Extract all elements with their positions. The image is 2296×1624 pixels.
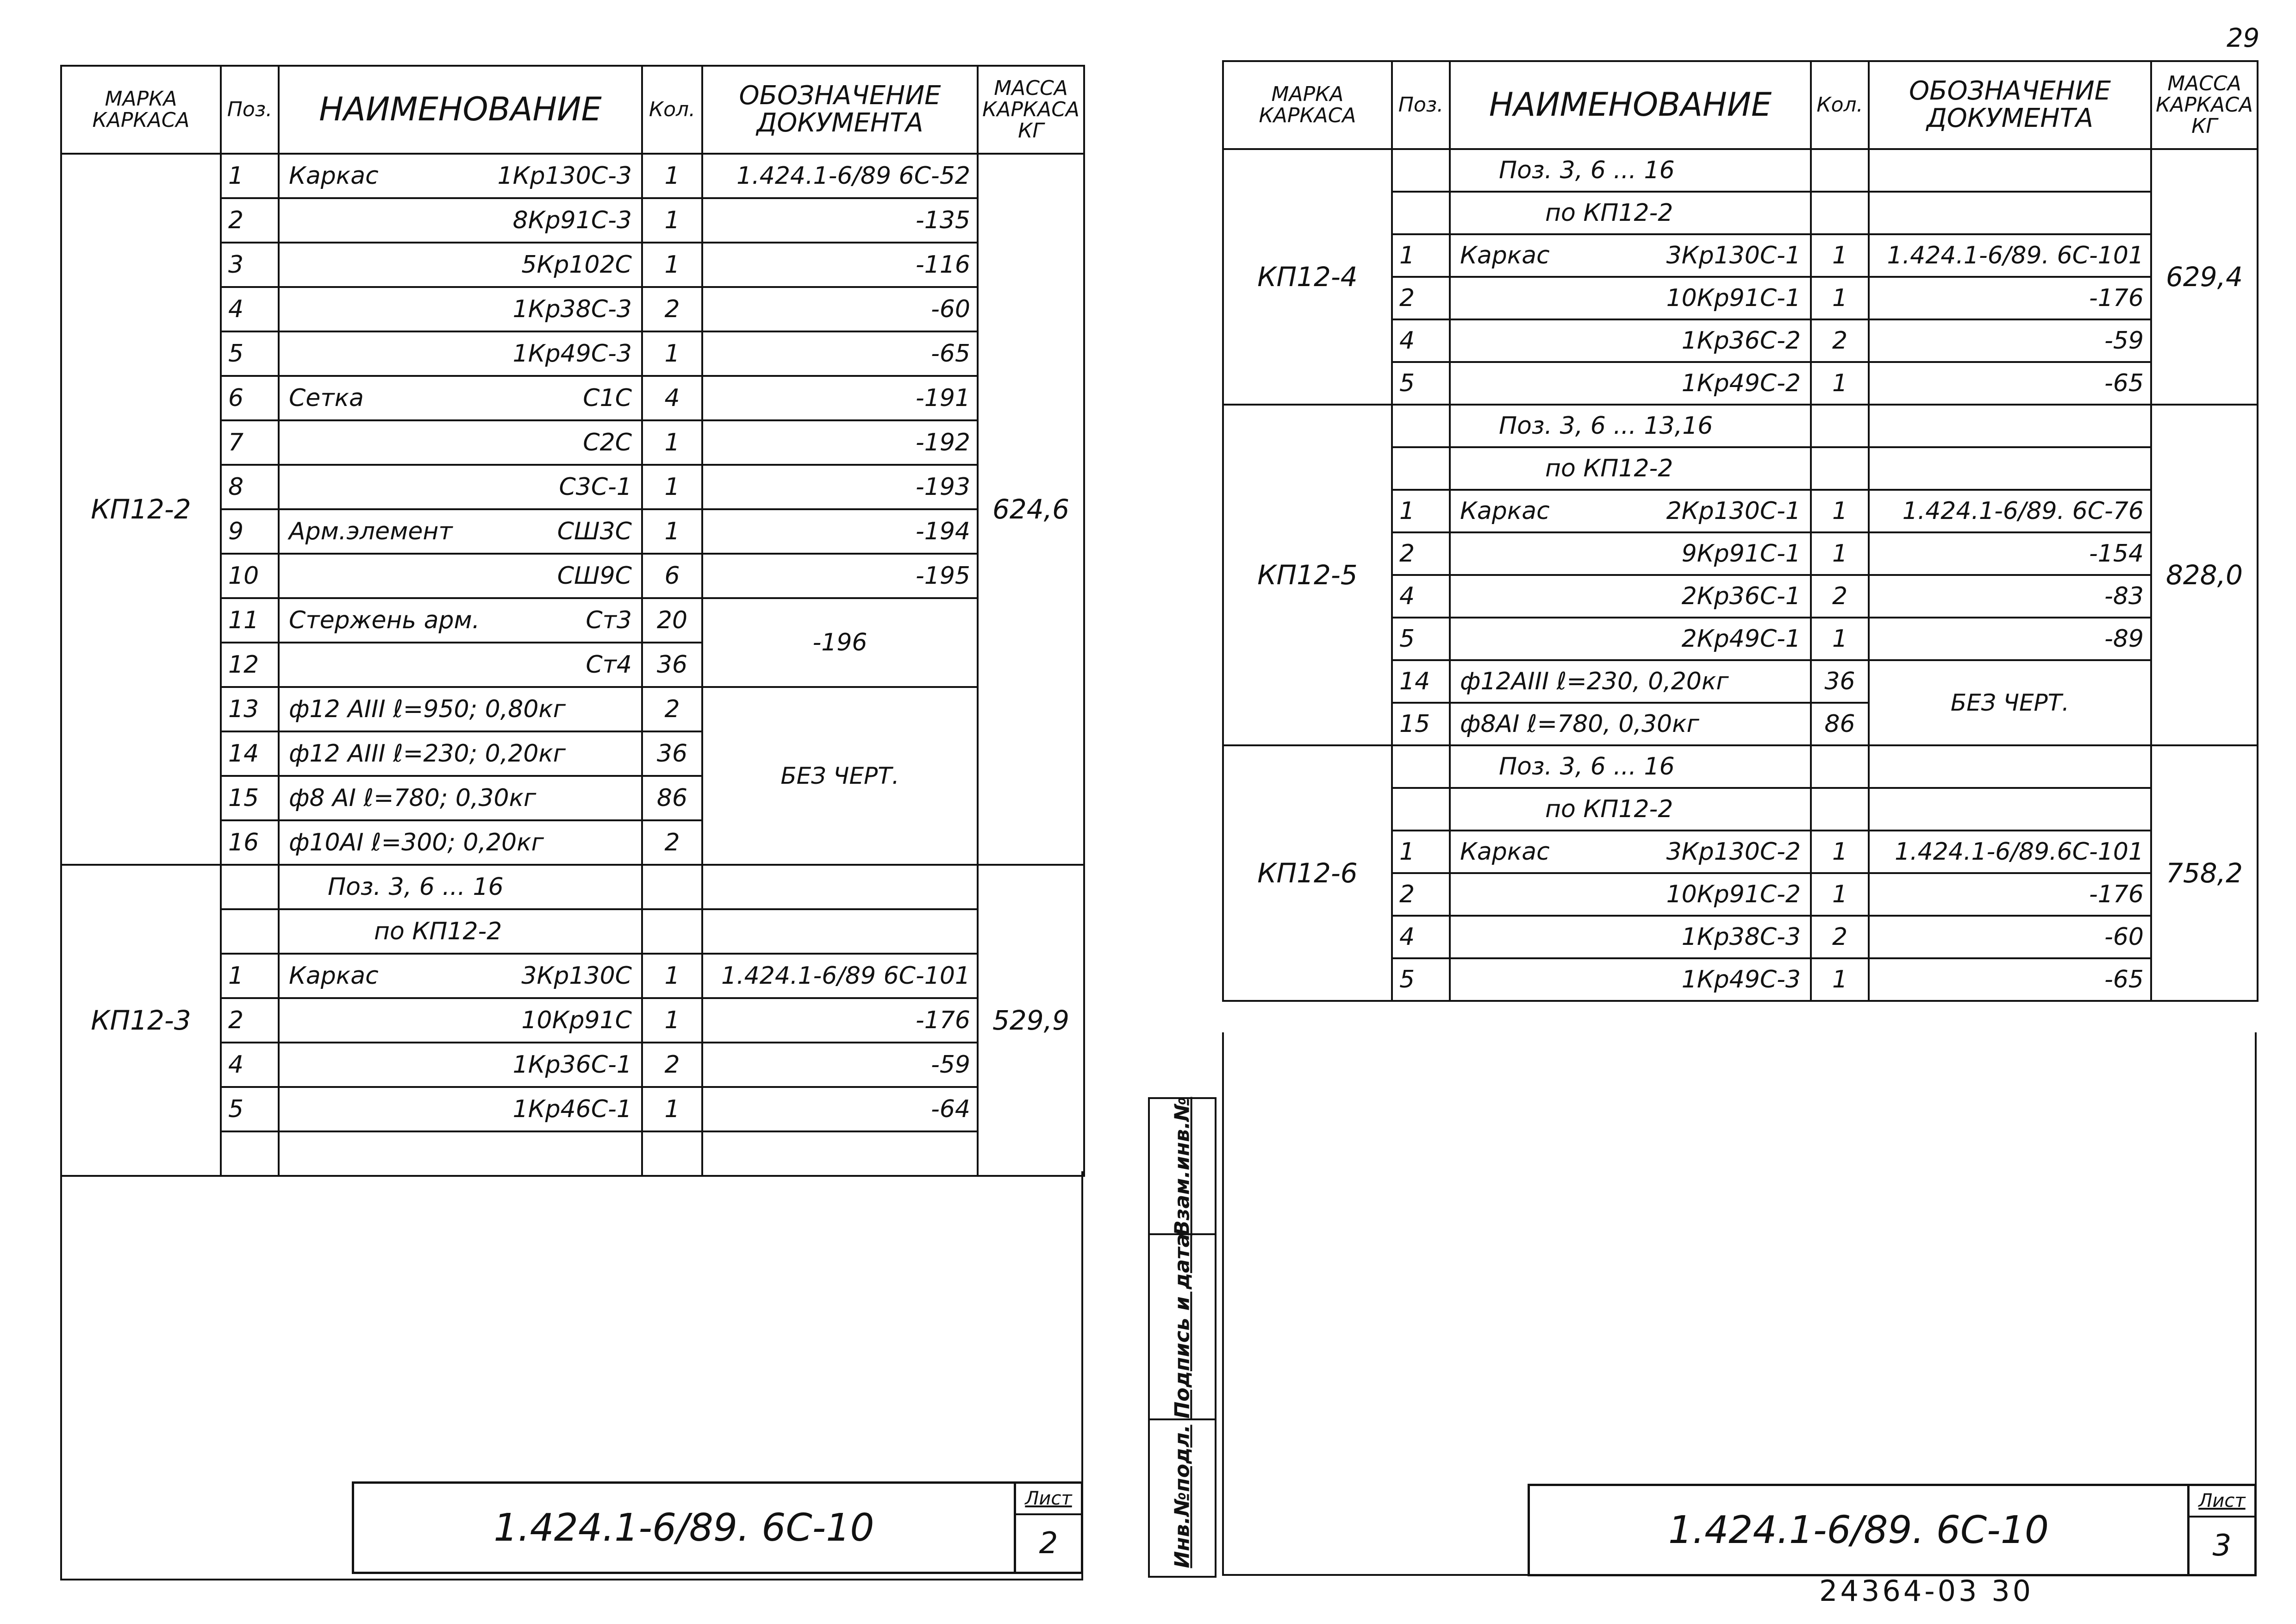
doc-cell: -116	[702, 243, 978, 287]
header-mark: МАРКА КАРКАСА	[1223, 61, 1392, 149]
item-name-cell	[1450, 958, 1811, 1001]
doc-cell: -176	[1869, 873, 2151, 916]
doc-cell	[702, 865, 978, 909]
item-name-cell	[1450, 703, 1811, 745]
right-sheet-number: 3	[2212, 1529, 2232, 1563]
doc-cell: -194	[702, 509, 978, 554]
frame-mark: КП12-4	[1223, 149, 1392, 405]
header-qty: Кол.	[642, 66, 702, 154]
side-segment-replacement: Взам.инв.№	[1150, 1099, 1215, 1235]
item-type: Каркас	[1460, 242, 1550, 269]
doc-cell: 1.424.1-6/89.6С-101	[1869, 831, 2151, 873]
qty-cell: 1	[642, 243, 702, 287]
header-name: НАИМЕНОВАНИЕ	[279, 66, 642, 154]
pos-cell: 1	[1392, 234, 1450, 277]
item-name-cell	[279, 465, 642, 509]
qty-cell: 36	[642, 643, 702, 687]
item-name-cell	[279, 954, 642, 998]
header-name: НАИМЕНОВАНИЕ	[1450, 61, 1811, 149]
pos-cell: 5	[1392, 618, 1450, 660]
doc-cell: -191	[702, 376, 978, 420]
qty-cell	[1811, 192, 1869, 234]
pos-cell: 14	[221, 731, 279, 776]
qty-cell: 1	[1811, 618, 1869, 660]
reference-text	[1450, 745, 1811, 788]
reference-text	[1450, 192, 1811, 234]
item-name-cell	[279, 1131, 642, 1176]
doc-cell: 1.424.1-6/89 6С-52	[702, 154, 978, 198]
qty-cell: 1	[1811, 532, 1869, 575]
doc-cell: -65	[702, 331, 978, 376]
item-name-cell	[1450, 618, 1811, 660]
reference-source: по КП12-2	[1545, 199, 1673, 227]
pos-cell: 16	[221, 820, 279, 865]
item-name-cell	[279, 731, 642, 776]
item-designation: 5Кр102С	[521, 251, 632, 279]
item-designation: 1Кр130С-3	[497, 162, 632, 190]
left-sheet-number: 2	[1039, 1526, 1058, 1561]
right-sheet-label: Лист	[2190, 1486, 2254, 1518]
pos-cell: 4	[221, 1043, 279, 1087]
left-spec-table	[60, 65, 1085, 1177]
qty-cell: 1	[642, 331, 702, 376]
table-row	[61, 154, 1084, 198]
qty-cell: 1	[1811, 958, 1869, 1001]
pos-cell: 9	[221, 509, 279, 554]
item-designation: 10Кр91С-2	[1666, 881, 1801, 908]
left-sheet-box	[1014, 1484, 1081, 1572]
pos-cell: 6	[221, 376, 279, 420]
item-name-cell	[279, 420, 642, 465]
pos-cell	[1392, 788, 1450, 831]
pos-cell: 4	[1392, 575, 1450, 618]
pos-cell: 5	[221, 331, 279, 376]
reference-positions: Поз. 3, 6 ... 16	[1499, 753, 1675, 781]
doc-cell	[1869, 192, 2151, 234]
item-type: Каркас	[1460, 838, 1550, 866]
qty-cell: 36	[1811, 660, 1869, 703]
qty-cell: 1	[1811, 277, 1869, 319]
doc-cell	[1869, 149, 2151, 192]
frame-mark: КП12-5	[1223, 405, 1392, 745]
item-designation: С3С-1	[559, 473, 632, 501]
doc-cell	[1869, 405, 2151, 447]
qty-cell	[1811, 788, 1869, 831]
footer-archive-code: 24364-03 30	[1819, 1574, 2034, 1608]
doc-cell	[702, 1131, 978, 1176]
item-name-cell	[279, 554, 642, 598]
doc-cell: -135	[702, 198, 978, 243]
doc-cell	[702, 909, 978, 954]
item-type: Арм.элемент	[289, 518, 453, 545]
pos-cell: 2	[221, 998, 279, 1043]
header-doc: ОБОЗНАЧЕНИЕ ДОКУМЕНТА	[702, 66, 978, 154]
qty-cell: 2	[1811, 916, 1869, 958]
reference-source: по КП12-2	[374, 918, 502, 945]
doc-cell: -64	[702, 1087, 978, 1131]
qty-cell: 2	[642, 287, 702, 331]
qty-cell: 20	[642, 598, 702, 643]
doc-cell	[1869, 447, 2151, 490]
doc-cell: -60	[1869, 916, 2151, 958]
pos-cell: 2	[221, 198, 279, 243]
qty-cell: 1	[642, 954, 702, 998]
pos-cell: 1	[221, 954, 279, 998]
qty-cell: 1	[642, 420, 702, 465]
qty-cell: 1	[642, 1087, 702, 1131]
pos-cell: 12	[221, 643, 279, 687]
item-designation: 1Кр38С-3	[1681, 923, 1801, 951]
item-designation: СШ9С	[557, 562, 632, 590]
doc-cell-merged: -196	[702, 598, 978, 687]
item-designation: 1Кр36С-1	[512, 1051, 632, 1079]
qty-cell: 1	[642, 509, 702, 554]
item-designation: 3Кр130С	[521, 962, 632, 990]
page-number: 29	[2227, 23, 2260, 53]
item-designation: Ст3	[586, 606, 632, 634]
item-name-cell	[1450, 234, 1811, 277]
doc-cell: -192	[702, 420, 978, 465]
qty-cell: 86	[642, 776, 702, 820]
pos-cell	[221, 865, 279, 909]
item-name-cell	[279, 154, 642, 198]
item-type: ф10АI ℓ=300; 0,20кг	[289, 829, 544, 856]
frame-mass: 529,9	[978, 865, 1084, 1176]
qty-cell	[1811, 745, 1869, 788]
right-sheet-box	[2187, 1486, 2254, 1574]
pos-cell: 4	[221, 287, 279, 331]
pos-cell: 4	[1392, 319, 1450, 362]
item-name-cell	[279, 776, 642, 820]
item-name-cell	[279, 198, 642, 243]
left-title-block	[352, 1481, 1083, 1574]
item-name-cell	[279, 687, 642, 731]
doc-cell: -89	[1869, 618, 2151, 660]
item-name-cell	[1450, 532, 1811, 575]
item-designation: СШ3С	[557, 518, 632, 545]
qty-cell: 1	[642, 198, 702, 243]
qty-cell: 2	[1811, 319, 1869, 362]
item-designation: 1Кр46С-1	[512, 1095, 632, 1123]
doc-cell: 1.424.1-6/89. 6С-76	[1869, 490, 2151, 532]
qty-cell: 1	[642, 154, 702, 198]
header-mark: МАРКА КАРКАСА	[61, 66, 221, 154]
item-designation: 2Кр36С-1	[1681, 582, 1801, 610]
pos-cell: 7	[221, 420, 279, 465]
item-designation: 9Кр91С-1	[1681, 540, 1801, 568]
item-designation: 10Кр91С-1	[1666, 284, 1801, 312]
doc-cell: -60	[702, 287, 978, 331]
header-pos: Поз.	[1392, 61, 1450, 149]
approval-side-strip	[1148, 1097, 1217, 1578]
item-designation: С2С	[583, 429, 632, 456]
pos-cell: 1	[1392, 490, 1450, 532]
pos-cell: 5	[221, 1087, 279, 1131]
doc-cell	[1869, 745, 2151, 788]
doc-cell: -154	[1869, 532, 2151, 575]
reference-source: по КП12-2	[1545, 795, 1673, 823]
header-pos: Поз.	[221, 66, 279, 154]
qty-cell: 4	[642, 376, 702, 420]
qty-cell	[642, 865, 702, 909]
left-sheet-label: Лист	[1016, 1484, 1081, 1515]
qty-cell	[1811, 149, 1869, 192]
item-name-cell	[1450, 575, 1811, 618]
pos-cell: 1	[1392, 831, 1450, 873]
no-drawing-note: БЕЗ ЧЕРТ.	[1869, 660, 2151, 745]
pos-cell	[1392, 149, 1450, 192]
doc-cell: -65	[1869, 958, 2151, 1001]
item-name-cell	[279, 331, 642, 376]
reference-text	[1450, 447, 1811, 490]
pos-cell: 11	[221, 598, 279, 643]
pos-cell	[221, 909, 279, 954]
item-designation: 1Кр49С-3	[512, 340, 632, 368]
item-type: Стержень арм.	[289, 606, 480, 634]
item-name-cell	[279, 1043, 642, 1087]
pos-cell: 2	[1392, 277, 1450, 319]
qty-cell	[642, 1131, 702, 1176]
reference-positions: Поз. 3, 6 ... 16	[1499, 156, 1675, 184]
item-designation: 1Кр49С-3	[1681, 966, 1801, 993]
reference-row	[1223, 149, 2258, 192]
reference-text	[1450, 788, 1811, 831]
item-name-cell	[1450, 873, 1811, 916]
doc-cell: -193	[702, 465, 978, 509]
reference-row	[1223, 405, 2258, 447]
qty-cell: 36	[642, 731, 702, 776]
item-name-cell	[279, 820, 642, 865]
item-designation: 2Кр49С-1	[1681, 625, 1801, 653]
item-type: ф12АIII ℓ=230, 0,20кг	[1460, 668, 1729, 695]
item-type: Сетка	[289, 384, 364, 412]
item-name-cell	[1450, 916, 1811, 958]
qty-cell: 2	[642, 820, 702, 865]
item-designation: 2Кр130С-1	[1666, 497, 1801, 525]
doc-cell: -59	[702, 1043, 978, 1087]
item-name-cell	[279, 243, 642, 287]
item-name-cell	[1450, 319, 1811, 362]
frame-mark: КП12-2	[61, 154, 221, 865]
qty-cell: 2	[642, 1043, 702, 1087]
item-designation: 8Кр91С-3	[512, 206, 632, 234]
qty-cell: 1	[642, 998, 702, 1043]
item-name-cell	[279, 376, 642, 420]
doc-cell: -176	[702, 998, 978, 1043]
reference-text	[279, 865, 642, 909]
frame-mass: 624,6	[978, 154, 1084, 865]
right-document-code: 1.424.1-6/89. 6С-10	[1668, 1508, 2049, 1552]
item-designation: 1Кр38С-3	[512, 295, 632, 323]
item-type: ф8АI ℓ=780, 0,30кг	[1460, 710, 1699, 738]
no-drawing-note: БЕЗ ЧЕРТ.	[702, 687, 978, 865]
item-designation: С1С	[583, 384, 632, 412]
qty-cell: 1	[642, 465, 702, 509]
side-segment-inventory: Инв.№подл.	[1170, 1424, 1194, 1568]
pos-cell: 5	[1392, 362, 1450, 405]
item-name-cell	[1450, 660, 1811, 703]
pos-cell: 13	[221, 687, 279, 731]
pos-cell: 10	[221, 554, 279, 598]
pos-cell	[221, 1131, 279, 1176]
reference-text	[1450, 405, 1811, 447]
item-name-cell	[1450, 831, 1811, 873]
item-designation: 1Кр49С-2	[1681, 369, 1801, 397]
frame-mass: 828,0	[2151, 405, 2258, 745]
qty-cell: 1	[1811, 831, 1869, 873]
item-name-cell	[1450, 362, 1811, 405]
pos-cell	[1392, 405, 1450, 447]
item-type: ф12 АIII ℓ=230; 0,20кг	[289, 740, 566, 768]
pos-cell: 8	[221, 465, 279, 509]
item-type: Каркас	[1460, 497, 1550, 525]
qty-cell: 2	[1811, 575, 1869, 618]
pos-cell: 2	[1392, 532, 1450, 575]
reference-source: по КП12-2	[1545, 455, 1673, 482]
header-qty: Кол.	[1811, 61, 1869, 149]
pos-cell	[1392, 192, 1450, 234]
item-name-cell	[279, 598, 642, 643]
item-name-cell	[279, 509, 642, 554]
item-name-cell	[1450, 490, 1811, 532]
item-name-cell	[1450, 277, 1811, 319]
header-doc: ОБОЗНАЧЕНИЕ ДОКУМЕНТА	[1869, 61, 2151, 149]
qty-cell: 1	[1811, 490, 1869, 532]
item-name-cell	[279, 287, 642, 331]
pos-cell: 2	[1392, 873, 1450, 916]
pos-cell: 15	[221, 776, 279, 820]
reference-row	[1223, 745, 2258, 788]
item-designation: 10Кр91С	[521, 1006, 632, 1034]
qty-cell	[1811, 405, 1869, 447]
header-mass: МАССА КАРКАСА КГ	[2151, 61, 2258, 149]
reference-text	[1450, 149, 1811, 192]
frame-mass: 758,2	[2151, 745, 2258, 1001]
frame-mark: КП12-6	[1223, 745, 1392, 1001]
item-type: Каркас	[289, 162, 379, 190]
pos-cell: 14	[1392, 660, 1450, 703]
item-name-cell	[279, 1087, 642, 1131]
pos-cell: 1	[221, 154, 279, 198]
left-document-code: 1.424.1-6/89. 6С-10	[493, 1505, 874, 1550]
qty-cell: 1	[1811, 234, 1869, 277]
frame-mark: КП12-3	[61, 865, 221, 1176]
item-name-cell	[279, 643, 642, 687]
doc-cell: 1.424.1-6/89 6С-101	[702, 954, 978, 998]
pos-cell	[1392, 447, 1450, 490]
side-segment-signature: Подпись и дата	[1150, 1233, 1215, 1420]
item-designation: 3Кр130С-2	[1666, 838, 1801, 866]
pos-cell: 5	[1392, 958, 1450, 1001]
reference-row	[61, 865, 1084, 909]
qty-cell: 1	[1811, 873, 1869, 916]
right-spec-table	[1222, 60, 2259, 1002]
item-type: Каркас	[289, 962, 379, 990]
qty-cell: 1	[1811, 362, 1869, 405]
qty-cell	[1811, 447, 1869, 490]
item-name-cell	[279, 998, 642, 1043]
reference-positions: Поз. 3, 6 ... 13,16	[1499, 412, 1713, 440]
doc-cell	[1869, 788, 2151, 831]
qty-cell: 2	[642, 687, 702, 731]
item-designation: 1Кр36С-2	[1681, 327, 1801, 355]
item-designation: Ст4	[586, 651, 632, 679]
qty-cell: 86	[1811, 703, 1869, 745]
doc-cell: 1.424.1-6/89. 6С-101	[1869, 234, 2151, 277]
doc-cell: -176	[1869, 277, 2151, 319]
pos-cell: 3	[221, 243, 279, 287]
reference-text	[279, 909, 642, 954]
item-designation: 3Кр130С-1	[1666, 242, 1801, 269]
right-title-block	[1528, 1484, 2257, 1576]
doc-cell: -59	[1869, 319, 2151, 362]
doc-cell: -195	[702, 554, 978, 598]
right-sheet	[1222, 60, 2259, 1574]
doc-cell: -65	[1869, 362, 2151, 405]
left-sheet	[60, 65, 1083, 1579]
qty-cell	[642, 909, 702, 954]
frame-mass: 629,4	[2151, 149, 2258, 405]
item-type: ф12 АIII ℓ=950; 0,80кг	[289, 695, 566, 723]
pos-cell: 15	[1392, 703, 1450, 745]
doc-cell: -83	[1869, 575, 2151, 618]
item-type: ф8 АI ℓ=780; 0,30кг	[289, 784, 537, 812]
pos-cell	[1392, 745, 1450, 788]
qty-cell: 6	[642, 554, 702, 598]
reference-positions: Поз. 3, 6 ... 16	[328, 873, 504, 901]
header-mass: МАССА КАРКАСА КГ	[978, 66, 1084, 154]
pos-cell: 4	[1392, 916, 1450, 958]
